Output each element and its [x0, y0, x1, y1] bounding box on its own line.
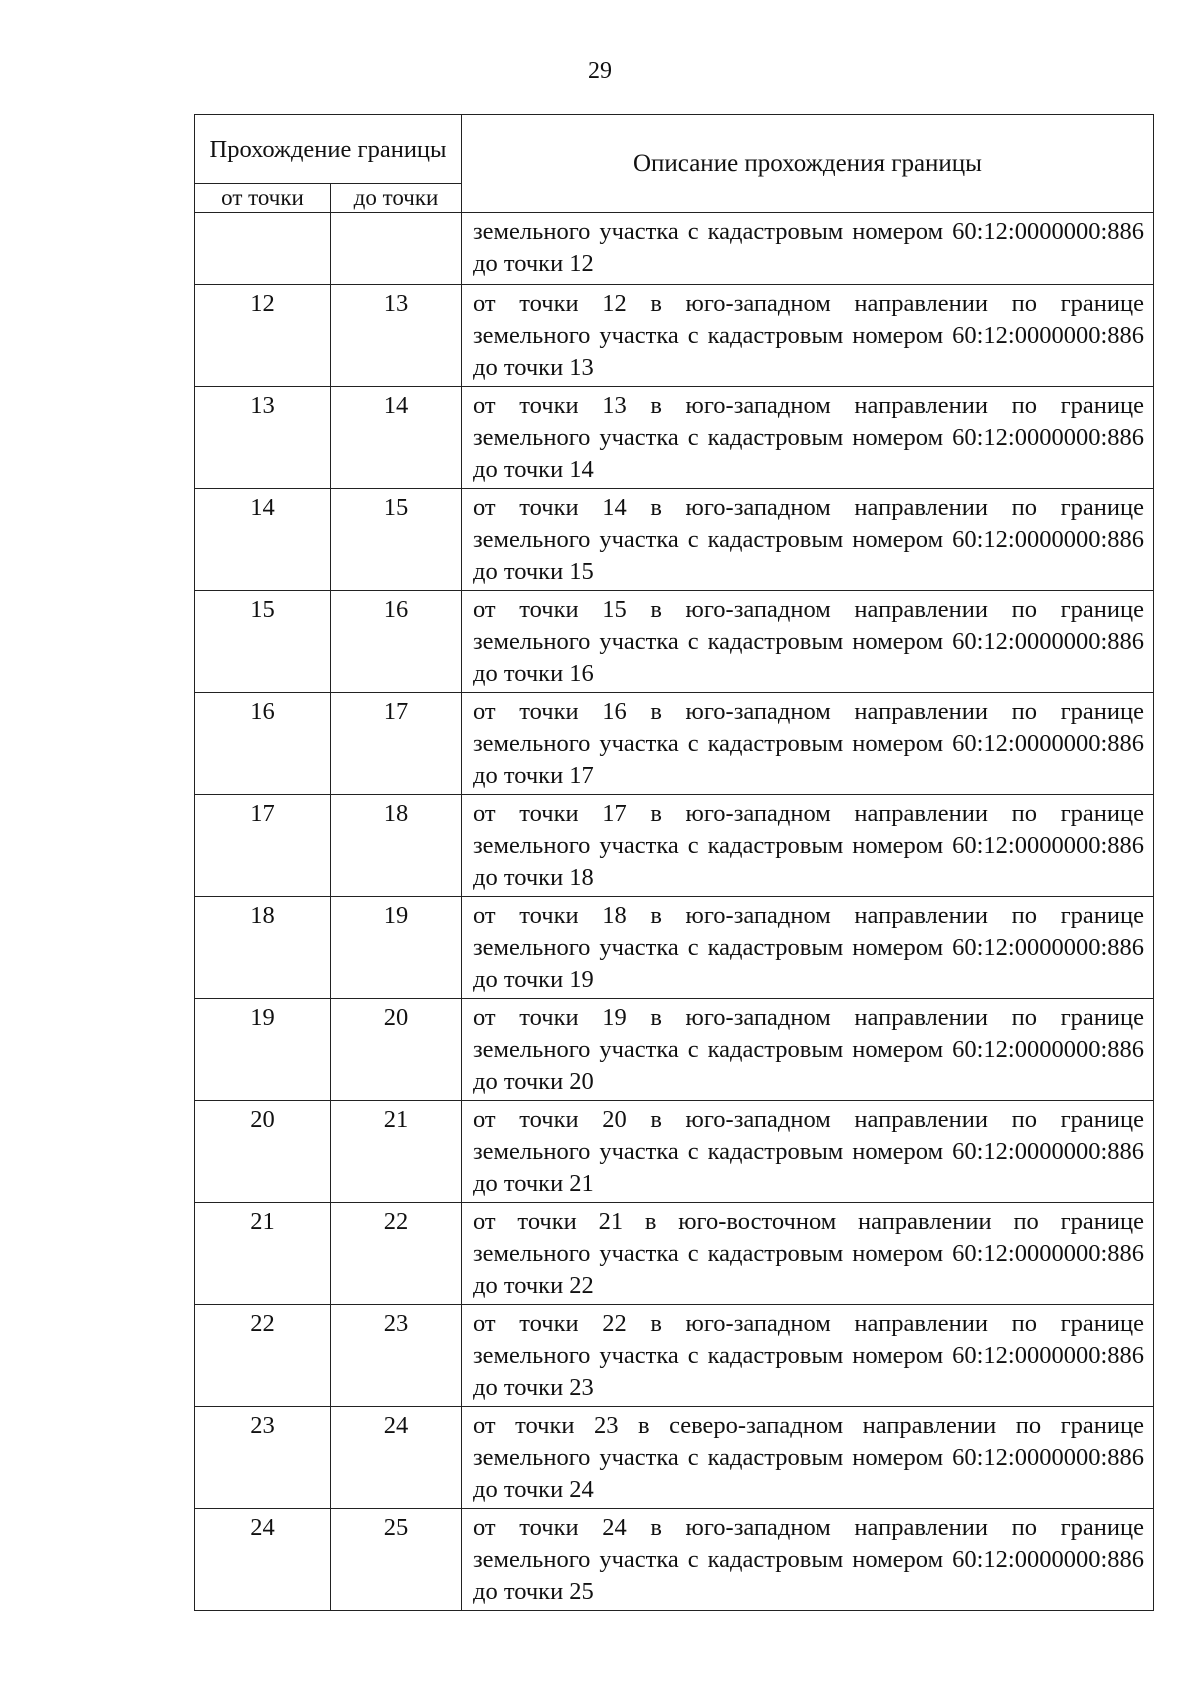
- cell-to: 23: [331, 1305, 462, 1407]
- cell-to: 15: [331, 489, 462, 591]
- cell-from: 23: [195, 1407, 331, 1509]
- page-number: 29: [588, 58, 612, 84]
- cell-description: от точки 13 в юго-западном направлении по границе земельного участка с кадастровым номером 60:12:0000000:886 до точки 14: [462, 387, 1154, 489]
- cell-from: 15: [195, 591, 331, 693]
- cell-description: от точки 15 в юго-западном направлении по границе земельного участка с кадастровым номером 60:12:0000000:886 до точки 16: [462, 591, 1154, 693]
- cell-from: 16: [195, 693, 331, 795]
- table-row: [195, 897, 1154, 999]
- cell-description: от точки 24 в юго-западном направлении по границе земельного участка с кадастровым номером 60:12:0000000:886 до точки 25: [462, 1509, 1154, 1611]
- cell-to: 19: [331, 897, 462, 999]
- cell-to: 17: [331, 693, 462, 795]
- cell-from: 20: [195, 1101, 331, 1203]
- table-row: [195, 591, 1154, 693]
- cell-description: от точки 18 в юго-западном направлении по границе земельного участка с кадастровым номером 60:12:0000000:886 до точки 19: [462, 897, 1154, 999]
- cell-description: от точки 16 в юго-западном направлении по границе земельного участка с кадастровым номером 60:12:0000000:886 до точки 17: [462, 693, 1154, 795]
- boundary-table: [194, 114, 1154, 1611]
- table-row: [195, 1305, 1154, 1407]
- table-row: [195, 489, 1154, 591]
- cell-to: 21: [331, 1101, 462, 1203]
- table-row: [195, 795, 1154, 897]
- table-row-continuation: [195, 213, 1154, 285]
- cell-to: 25: [331, 1509, 462, 1611]
- cell-from: 17: [195, 795, 331, 897]
- cell-to: 13: [331, 285, 462, 387]
- table-row: [195, 1101, 1154, 1203]
- cell-from: 21: [195, 1203, 331, 1305]
- cell-from: 19: [195, 999, 331, 1101]
- cell-description: от точки 21 в юго-восточном направлении по границе земельного участка с кадастровым номером 60:12:0000000:886 до точки 22: [462, 1203, 1154, 1305]
- cell-to: 14: [331, 387, 462, 489]
- header-to-point: до точки: [331, 184, 462, 213]
- table-row: [195, 1407, 1154, 1509]
- table-row: [195, 387, 1154, 489]
- table-row: [195, 999, 1154, 1101]
- table-body: [195, 213, 1154, 1611]
- header-boundary-passage: Прохождение границы: [195, 115, 462, 184]
- cell-from: 13: [195, 387, 331, 489]
- table-row: [195, 1203, 1154, 1305]
- cell-description: от точки 14 в юго-западном направлении по границе земельного участка с кадастровым номером 60:12:0000000:886 до точки 15: [462, 489, 1154, 591]
- cell-from: 22: [195, 1305, 331, 1407]
- cell-description: от точки 12 в юго-западном направлении по границе земельного участка с кадастровым номером 60:12:0000000:886 до точки 13: [462, 285, 1154, 387]
- cell-from: [195, 213, 331, 285]
- cell-description: от точки 23 в северо-западном направлении по границе земельного участка с кадастровым номером 60:12:0000000:886 до точки 24: [462, 1407, 1154, 1509]
- cell-to: 24: [331, 1407, 462, 1509]
- cell-from: 14: [195, 489, 331, 591]
- cell-to: 20: [331, 999, 462, 1101]
- cell-from: 24: [195, 1509, 331, 1611]
- table-row: [195, 1509, 1154, 1611]
- cell-from: 12: [195, 285, 331, 387]
- cell-to: [331, 213, 462, 285]
- table-row: [195, 693, 1154, 795]
- table-row: [195, 285, 1154, 387]
- cell-to: 16: [331, 591, 462, 693]
- cell-description: от точки 20 в юго-западном направлении по границе земельного участка с кадастровым номером 60:12:0000000:886 до точки 21: [462, 1101, 1154, 1203]
- header-description: Описание прохождения границы: [462, 115, 1154, 213]
- cell-description: от точки 17 в юго-западном направлении по границе земельного участка с кадастровым номером 60:12:0000000:886 до точки 18: [462, 795, 1154, 897]
- cell-description: от точки 19 в юго-западном направлении по границе земельного участка с кадастровым номером 60:12:0000000:886 до точки 20: [462, 999, 1154, 1101]
- cell-to: 18: [331, 795, 462, 897]
- header-from-point: от точки: [195, 184, 331, 213]
- cell-to: 22: [331, 1203, 462, 1305]
- cell-from: 18: [195, 897, 331, 999]
- cell-description: от точки 22 в юго-западном направлении по границе земельного участка с кадастровым номером 60:12:0000000:886 до точки 23: [462, 1305, 1154, 1407]
- cell-description: земельного участка с кадастровым номером 60:12:0000000:886 до точки 12: [462, 213, 1154, 285]
